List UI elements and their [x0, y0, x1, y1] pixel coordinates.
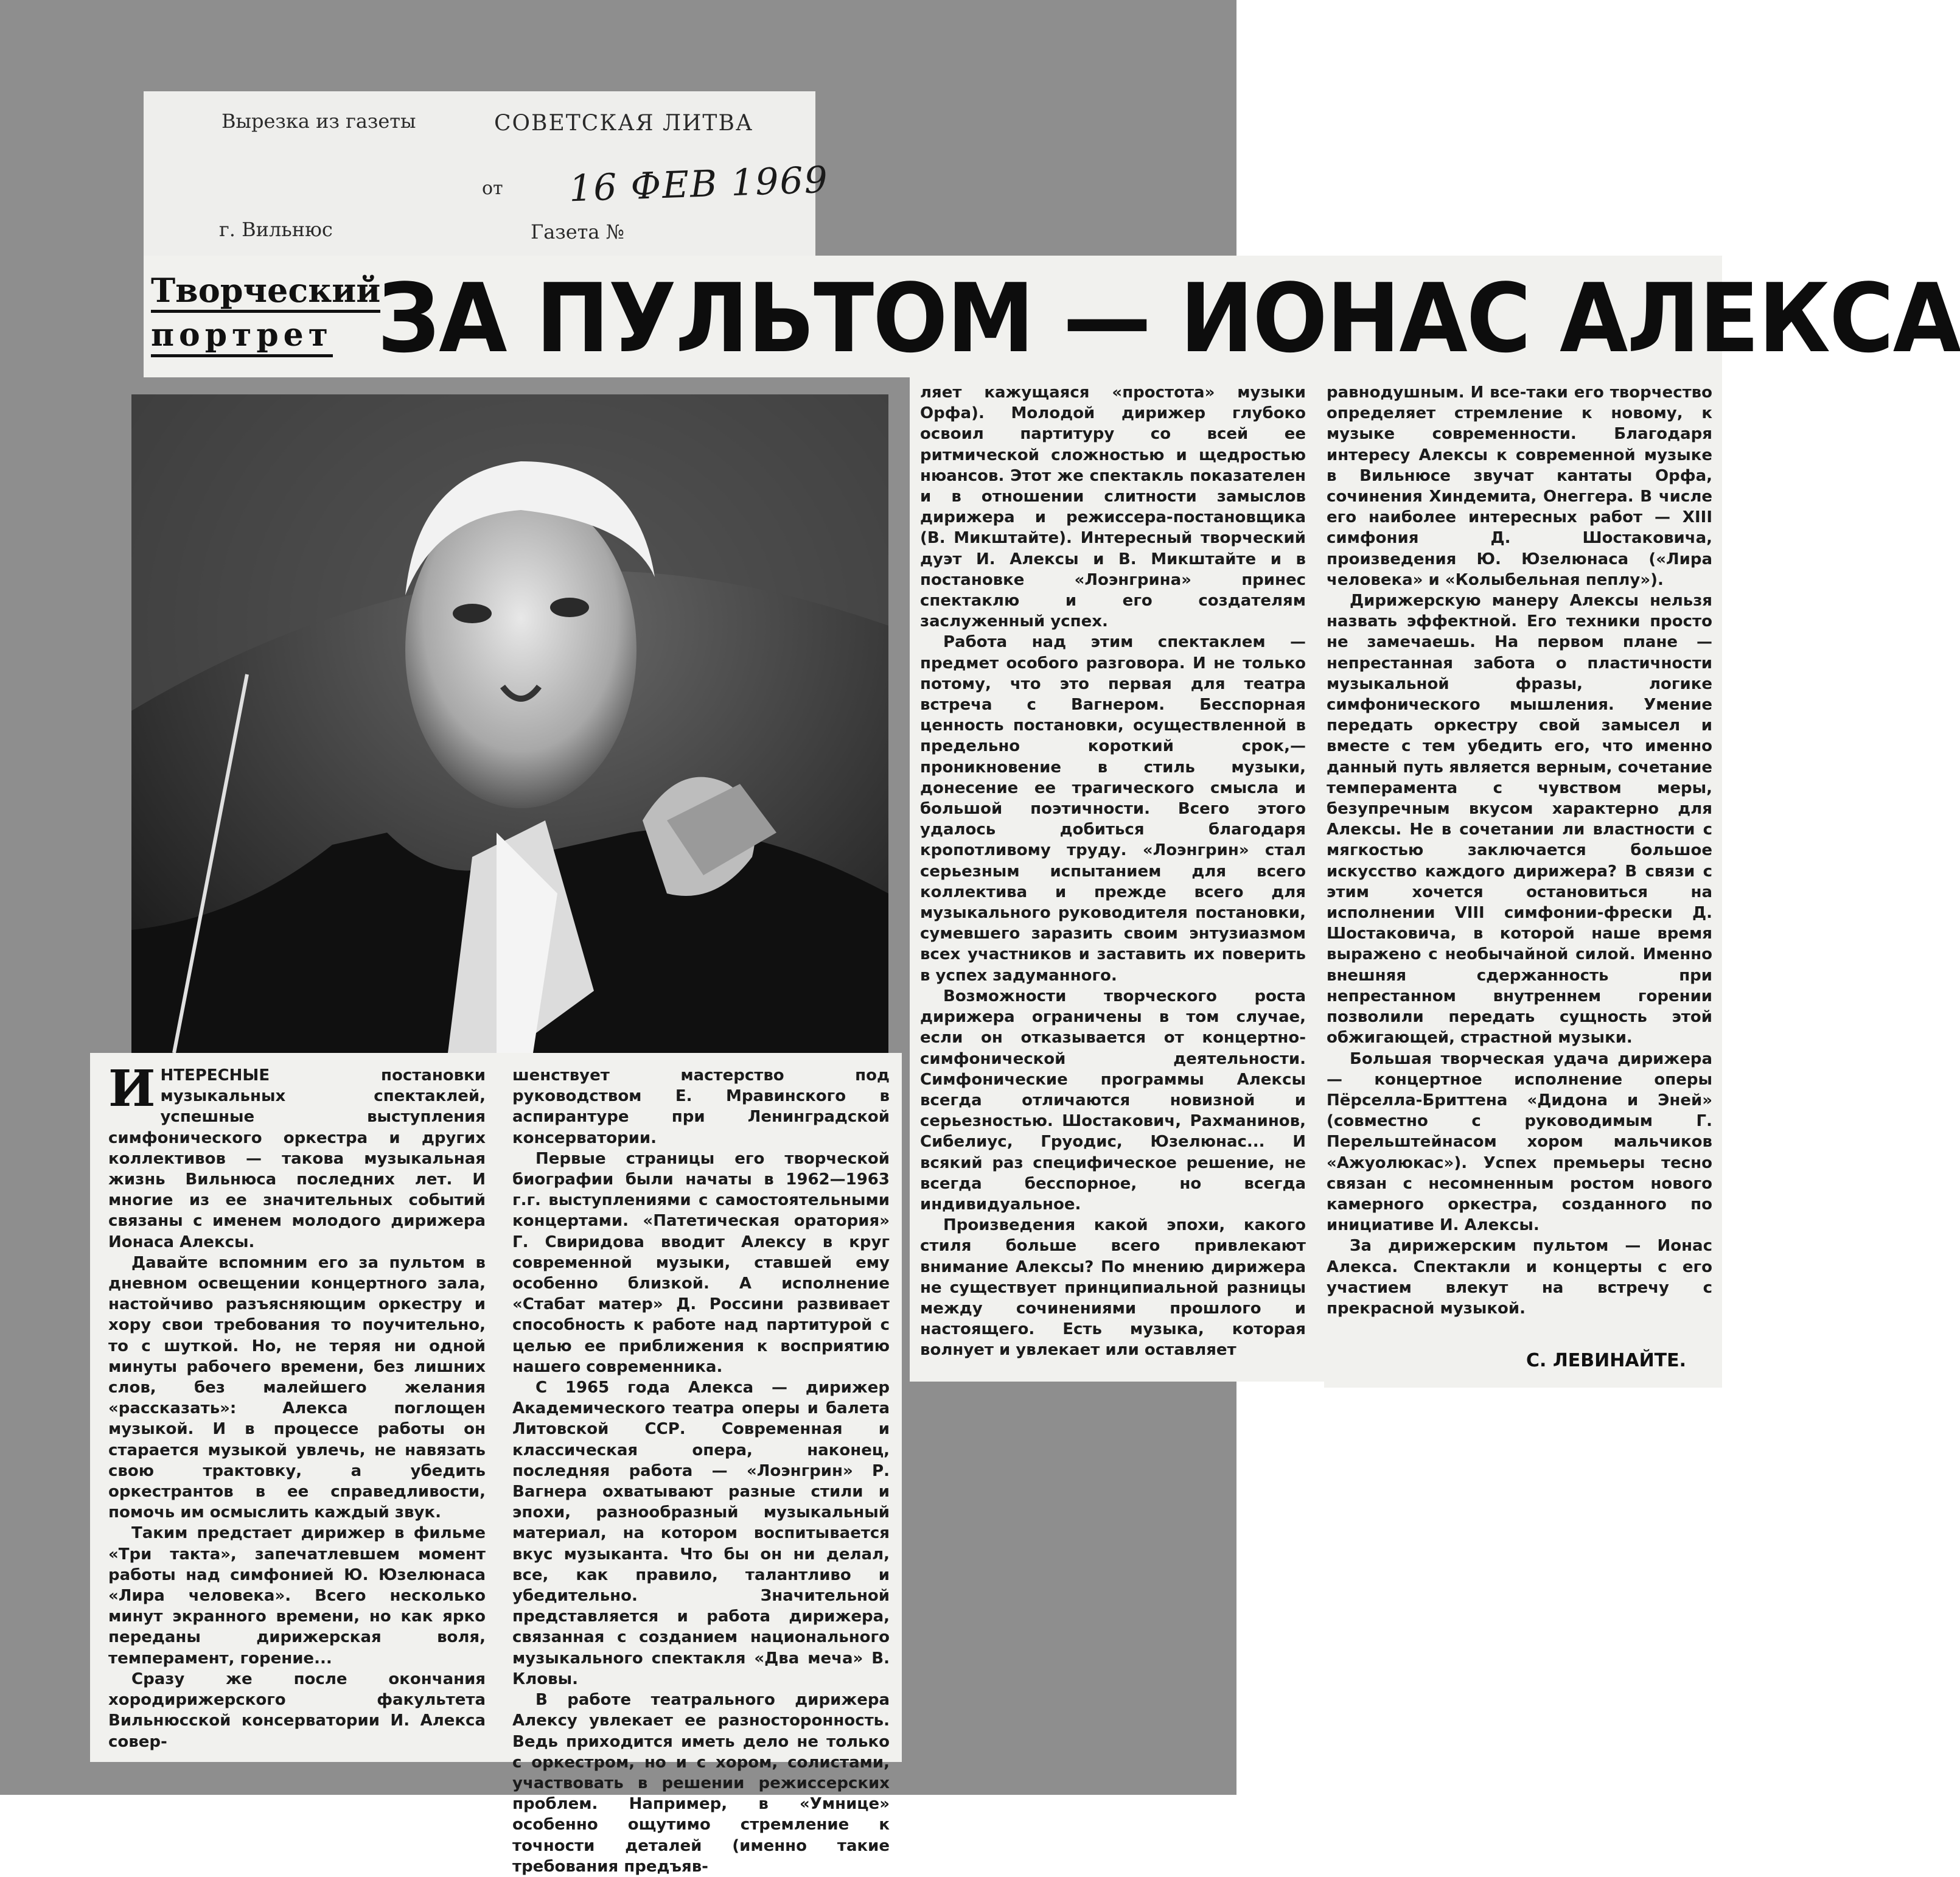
- column-4-text: [1327, 382, 1712, 1319]
- newspaper-name: СОВЕТСКАЯ ЛИТВА: [494, 111, 754, 136]
- rubric-line-1: Творческий: [151, 271, 380, 313]
- paragraph: НТЕРЕСНЫЕ постановки музыкальных спектаклей, успешные выступления симфонического оркестра и других коллективов — такова музыкальная жизнь Вильнюса последних лет. И многие из ее значительных событий связаны с именем молодого дирижера Ионаса Алексы.: [108, 1066, 486, 1251]
- paragraph: шенствует мастерство под руководством Е. Мравинского в аспирантуре при Ленинградской консерватории.: [512, 1066, 890, 1147]
- author-signature: С. ЛЕВИНАЙТЕ.: [1526, 1350, 1687, 1371]
- paragraph: Таким предстает дирижер в фильме «Три такта», запечатлевшем момент работы над симфонией Ю. Юзелюнаса «Лира человека». Всего несколько минут экранного времени, но как ярко переданы дирижерская воля, темперамент, горение...: [108, 1524, 486, 1668]
- drop-cap: И: [108, 1060, 156, 1118]
- paragraph: В работе театрального дирижера Алексу увлекает ее разносторонность. Ведь приходится иметь дело не только с оркестром, но и с хором, солистами, участвовать в решении режиссерских проблем. Например, в «Умнице» особенно ощутимо стремление к точности деталей (именно такие требования предъяв-: [512, 1691, 890, 1876]
- conductor-photo: [131, 394, 888, 1053]
- rubric-line-2: портрет: [151, 316, 333, 357]
- paragraph: равнодушным. И все-таки его творчество определяет стремление к новому, к музыке современности. Благодаря интересу Алексы к современной музыке в Вильнюсе звучат кантаты Орфа, сочинения Хиндемита, Онеггера. В числе его наиболее интересных работ — XIII симфония Д. Шостаковича, произведения Ю. Юзелюнаса («Лира человека» и «Колыбельная пеплу»).: [1327, 383, 1712, 589]
- city-label: г. Вильнюс: [219, 218, 333, 241]
- paragraph: Давайте вспомним его за пультом в дневном освещении концертного зала, настойчиво разъясняющим оркестру и хору свои требования то поучительно, то с шуткой. Но, не теряя ни одной минуты рабочего времени, без лишних слов, без малейшего желания «рассказать»: Алекса поглощен музыкой. И в процессе работы он старается музыкой увлечь, не навязать свою трактовку, а убедить оркестрантов в ее справедливости, помочь им осмыслить каждый звук.: [108, 1253, 486, 1522]
- article-headline: ЗА ПУЛЬТОМ — ИОНАС АЛЕКСА: [377, 263, 1960, 374]
- issue-label: Газета №: [531, 220, 624, 243]
- conductor-photo-image: [131, 394, 888, 1053]
- column-3-text: [920, 382, 1306, 1361]
- column-2-text: [512, 1065, 890, 1877]
- paragraph: Возможности творческого роста дирижера ограничены в том случае, если он отказывается от концертно-симфонической деятельности. Симфонические программы Алексы всегда отличаются новизной и серьезностью. Шостакович, Рахманинов, Сибелиус, Груодис, Юзелюнас... И всякий раз специфическое решение, не всегда бесспорное, но всегда индивидуальное.: [920, 987, 1306, 1214]
- paragraph: Большая творческая удача дирижера — концертное исполнение оперы Пёрселла-Бриттена «Дидона и Эней» (совместно с руководимым Г. Перельштейнасом хором мальчиков «Ажуолюкас»). Успех премьеры тесно связан с несомненным ростом нового камерного оркестра, созданного по инициативе И. Алексы.: [1327, 1049, 1712, 1235]
- paragraph: Произведения какой эпохи, какого стиля больше всего привлекают внимание Алексы? По мнению дирижера не существует принципиальной разницы между сочинениями прошлого и настоящего. Есть музыка, которая волнует и увлекает или оставляет: [920, 1216, 1306, 1360]
- rubric: [151, 271, 381, 357]
- date-prefix: от: [482, 178, 503, 199]
- clipping-prefix: Вырезка из газеты: [221, 110, 416, 133]
- column-1-text: [108, 1060, 486, 1752]
- paragraph: Сразу же после окончания хородирижерского факультета Вильнюсской консерватории И. Алекса совер-: [108, 1669, 486, 1751]
- date-stamp: 16 ФЕВ 1969: [568, 158, 829, 211]
- paragraph: Работа над этим спектаклем — предмет особого разговора. И не только потому, что это первая для театра встреча с Вагнером. Бесспорная ценность постановки, осуществленной в предельно короткий срок,— проникновение в стиль музыки, донесение ее трагического смысла и большой поэтичности. Всего этого удалось добиться благодаря кропотливому труду. «Лоэнгрин» стал серьезным испытанием для всего коллектива и прежде всего для музыкального руководителя постановки, сумевшего заразить своим энтузиазмом всех участников и заставить их поверить в успех задуманного.: [920, 633, 1306, 985]
- paragraph: За дирижерским пультом — Ионас Алекса. Спектакли и концерты с его участием влекут на встречу с прекрасной музыкой.: [1327, 1237, 1712, 1318]
- paragraph: Дирижерскую манеру Алексы нельзя назвать эффектной. Его техники просто не замечаешь. На первом плане — непрестанная забота о пластичности музыкальной фразы, логике симфонического мышления. Умение передать оркестру свой замысел и вместе с тем убедить его, что именно данный путь является верным, сочетание темперамента с чувством меры, безупречным вкусом характерно для Алексы. Не в сочетании ли властности с мягкостью заключается большое искусство каждого дирижера? В связи с этим хочется остановиться на исполнении VIII симфонии-фрески Д. Шостаковича, в которой наше время выражено с необычайной силой. Именно внешняя сдержанность при непрестанном внутреннем горении позволили передать сущность этой обжигающей, страстной музыки.: [1327, 592, 1712, 1047]
- paragraph: С 1965 года Алекса — дирижер Академического театра оперы и балета Литовской ССР. Современная и классическая опера, наконец, последняя работа — «Лоэнгрин» Р. Вагнера охватывают разные стили и эпохи, разнообразный музыкальный материал, на котором воспитывается вкус музыканта. Что бы он ни делал, все, как правило, талантливо и убедительно. Значительной представляется и работа дирижера, связанная с созданием национального музыкального спектакля «Два меча» В. Кловы.: [512, 1379, 890, 1688]
- paragraph: Первые страницы его творческой биографии были начаты в 1962—1963 г.г. выступлениями с самостоятельными концертами. «Патетическая оратория» Г. Свиридова вводит Алексу в круг современной музыки, ставшей ему особенно близкой. А исполнение «Стабат матер» Д. Россини развивает способность к работе над партитурой с целью ее приближения к восприятию нашего современника.: [512, 1149, 890, 1376]
- paragraph: ляет кажущаяся «простота» музыки Орфа). Молодой дирижер глубоко освоил партитуру со всей ее ритмической сложностью и щедростью нюансов. Этот же спектакль показателен и в отношении слитности замыслов дирижера и режиссера-постановщика (В. Микштайте). Интересный творческий дуэт И. Алексы и В. Микштайте и в постановке «Лоэнгрина» принес спектаклю и его создателям заслуженный успех.: [920, 383, 1306, 631]
